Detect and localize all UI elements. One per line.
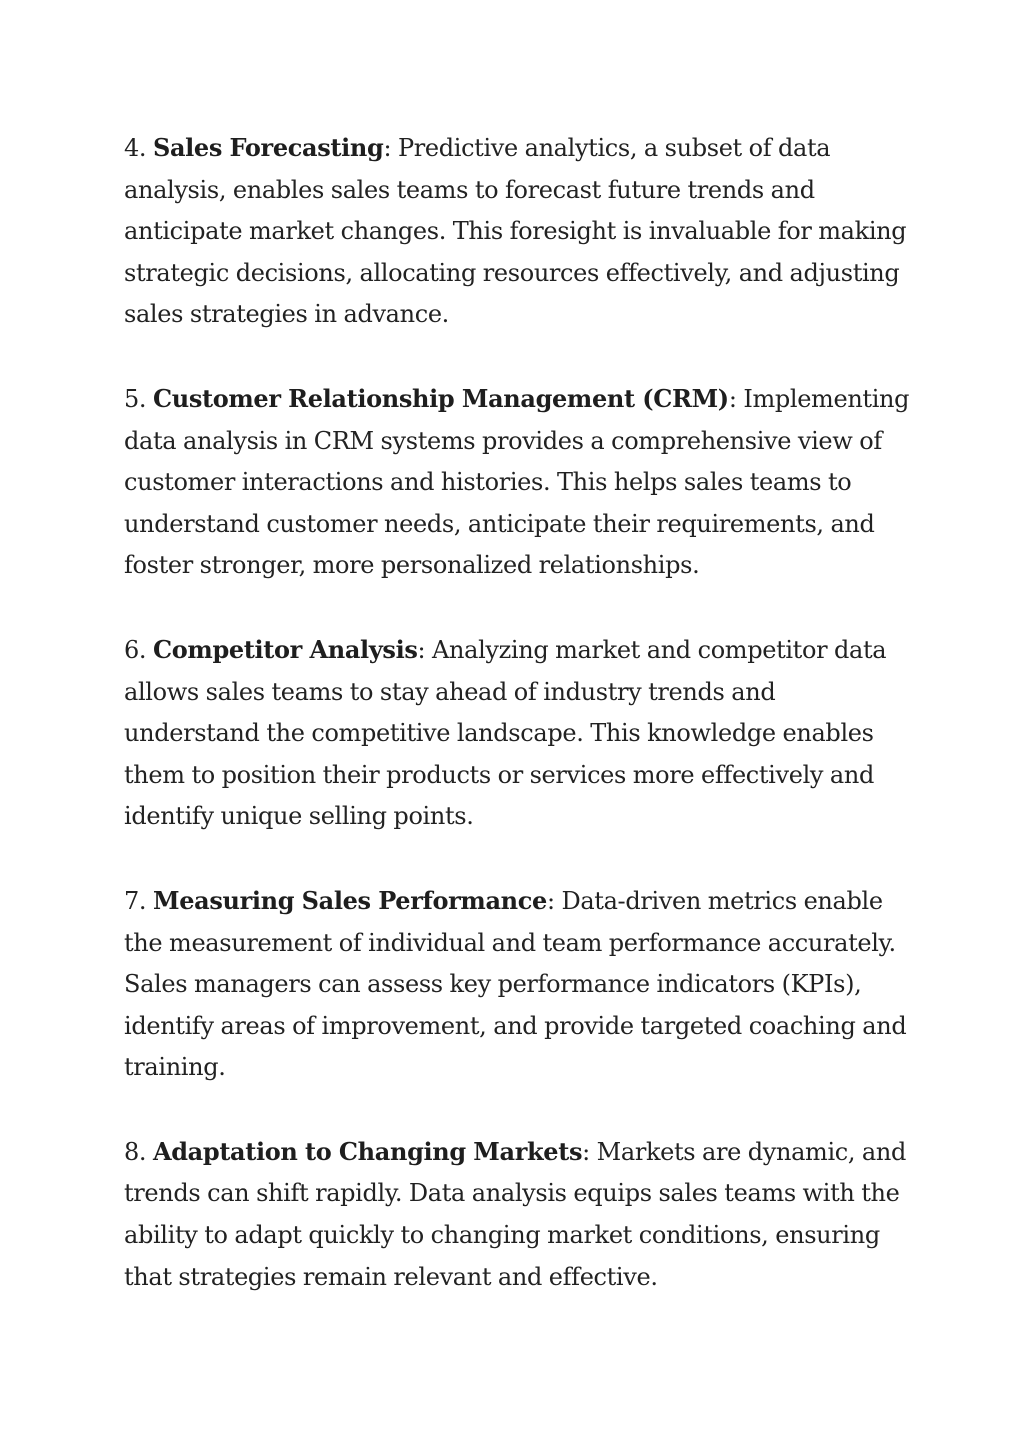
list-item-sales-forecasting [124,127,914,336]
item-number: 4. [124,134,147,162]
item-number: 5. [124,384,147,413]
item-term: Adaptation to Changing Markets [152,1136,583,1166]
item-term: Sales Forecasting [152,133,384,162]
item-number: 8. [124,1137,147,1166]
item-text: : Predictive analytics, a subset of data analysis, enables sales teams to forecast future trends and anticipate market changes. This foresight is invaluable for making strategic decisions, allocating resources effectively, and adjusting sales strategies in advance. [124,134,907,329]
list-item-adaptation-to-changing-markets [124,1131,914,1298]
document-body [124,127,914,1340]
list-item-crm [124,378,914,587]
item-text: : Analyzing market and competitor data allows sales teams to stay ahead of industry trends and understand the competitive landscape. This knowledge enables them to position their products or services more effectively and identify unique selling points. [124,635,887,831]
item-text: : Data-driven metrics enable the measurement of individual and team performance accurately. Sales managers can assess key performance indicators (KPIs), identify areas of improvement, and provide targeted coaching and training. [124,886,907,1082]
item-text: : Markets are dynamic, and trends can shift rapidly. Data analysis equips sales teams with the ability to adapt quickly to changing market conditions, ensuring that strategies remain relevant and effective. [124,1137,906,1291]
item-term: Competitor Analysis [152,634,418,664]
item-term: Measuring Sales Performance [152,885,547,915]
list-item-measuring-sales-performance [124,880,914,1089]
item-number: 7. [124,886,147,915]
item-term: Customer Relationship Management (CRM) [152,383,729,413]
list-item-competitor-analysis [124,629,914,838]
item-text: : Implementing data analysis in CRM systems provides a comprehensive view of customer interactions and histories. This helps sales teams to understand customer needs, anticipate their requirements, and foster stronger, more personalized relationships. [124,384,910,580]
item-number: 6. [124,635,147,664]
